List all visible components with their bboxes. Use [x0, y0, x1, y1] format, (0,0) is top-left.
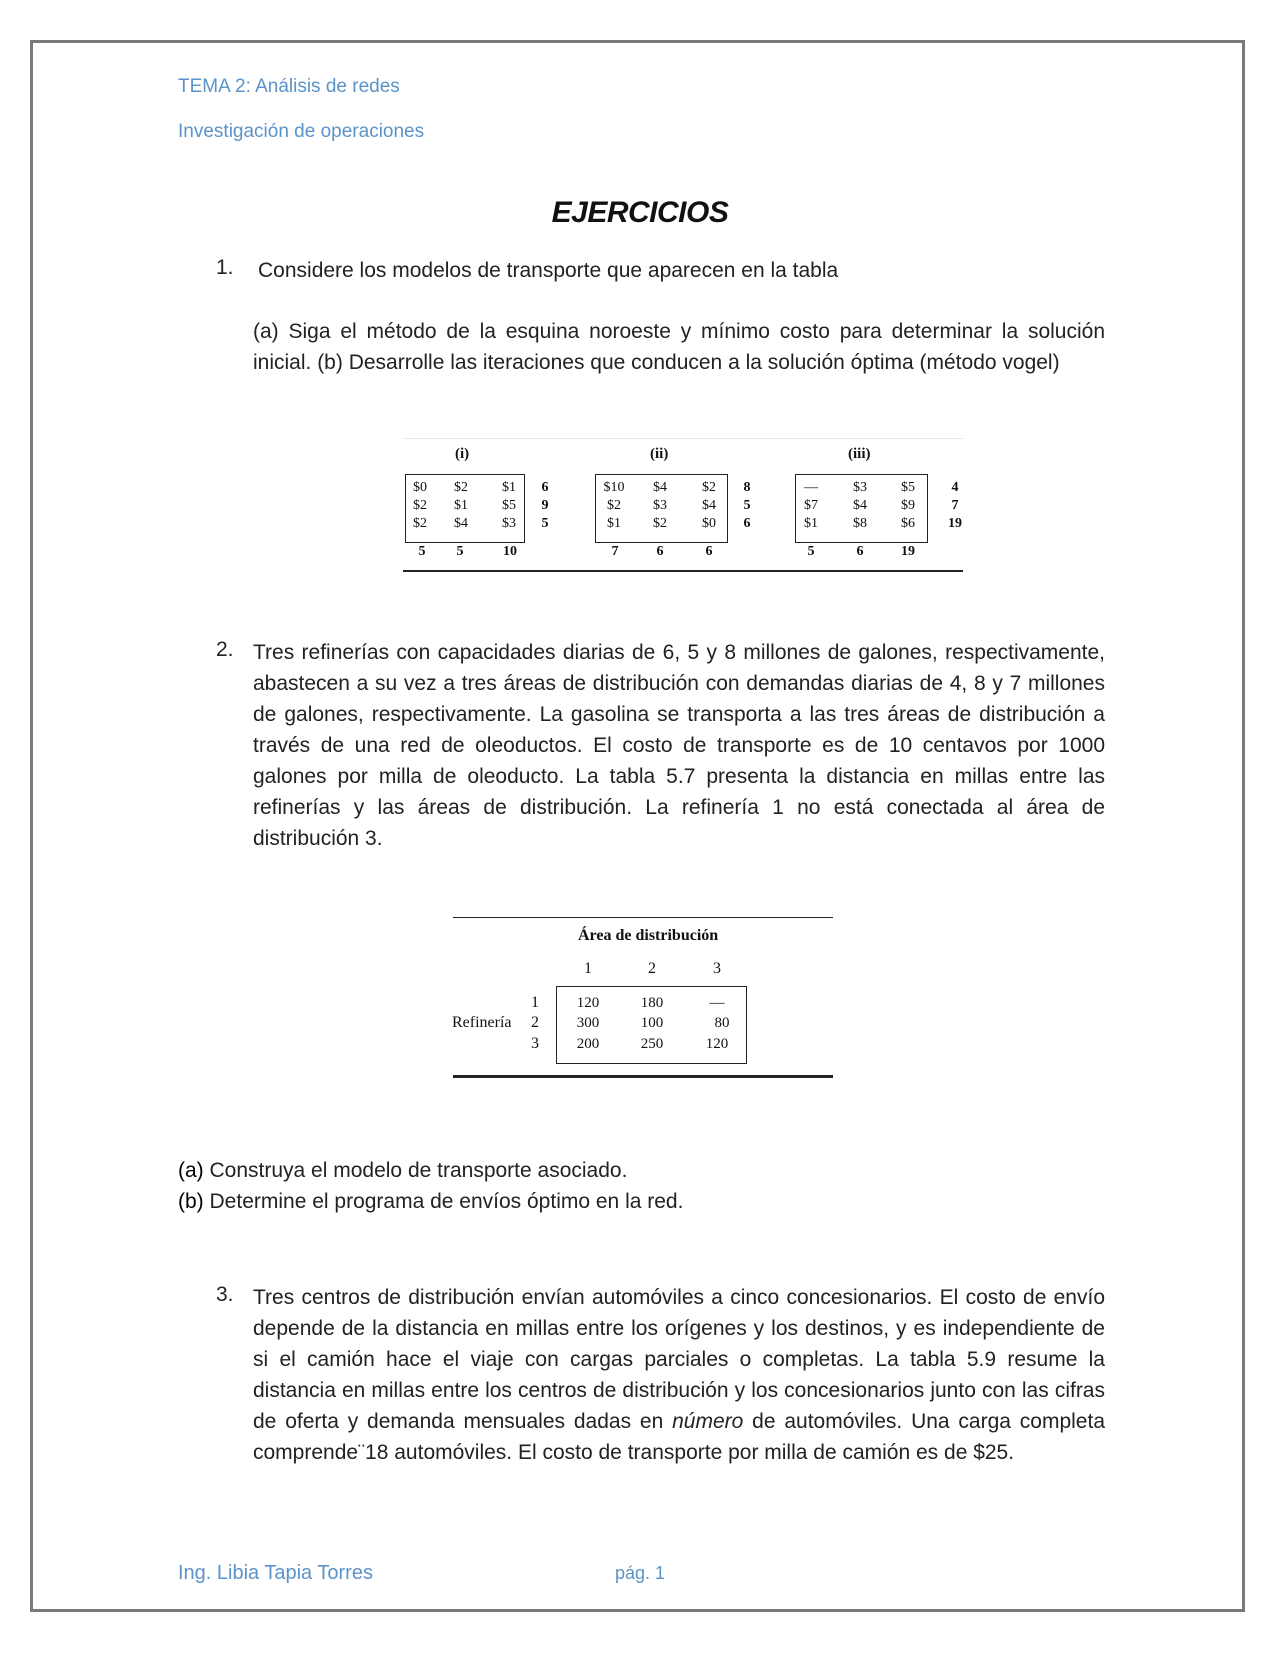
page-title: EJERCICIOS	[551, 196, 729, 229]
distance-table-cell: 200	[576, 1036, 600, 1052]
exercise-1-text: (a) Siga el método de la esquina noroeste y mínimo costo para determinar la solución inicial. (b) Desarrolle las iteraciones que conducen a la solución óptima (método vogel)	[253, 320, 1105, 374]
table-ii-cell: $1	[607, 516, 621, 531]
part-a-label: (a)	[178, 1159, 204, 1182]
table-i-demand: 5	[456, 544, 464, 559]
exercise-2-number: 2.	[216, 638, 234, 661]
distance-table-heading: Área de distribución	[578, 927, 719, 944]
table-ii-demand: 6	[656, 544, 664, 559]
exercise-3-text-start: Tres centros de distribución envían automóviles a cinco concesionarios. El costo de envío depende de la distancia en millas entre los orígenes y los destinos, y es independiente de si el camión hace el viaje con cargas parciales o completas. La tabla 5.9 resume la distancia en millas entre los centros de distribución y los concesionarios junto con las cifras de oferta y demanda mensuales dadas en	[253, 1286, 1105, 1433]
footer-page-number: pág. 1	[615, 1563, 666, 1583]
table-ii-demand: 6	[705, 544, 713, 559]
table-ii-label: (ii)	[650, 446, 669, 462]
table-i-supply: 5	[541, 516, 549, 531]
exercise-3-text-end: de automóviles. Una carga completa comprende¨18 automóviles. El costo de transporte por milla de camión es de $25.	[253, 1410, 1106, 1464]
table-iii-cell: $7	[804, 498, 818, 513]
table-i-cell: $2	[413, 516, 427, 531]
exercise-2-part-a	[178, 1159, 627, 1183]
distance-table-cell: 250	[640, 1036, 664, 1052]
exercise-3-text	[253, 1282, 1105, 1468]
distance-table-column: 1	[584, 960, 592, 977]
distance-table-row-number: 3	[531, 1035, 539, 1052]
table-i-cell: $1	[454, 498, 468, 513]
exercise-2-text: Tres refinerías con capacidades diarias de 6, 5 y 8 millones de galones, respectivamente, abastecen a su vez a tres áreas de distribución con demandas diarias de 4, 8 y 7 millones de galones, respectivamente. La gasolina se transporta a las tres áreas de distribución a través de una red de oleoductos. El costo de transporte es de 10 centavos por 1000 galones por milla de oleoducto. La tabla 5.7 presenta la distancia en millas entre las refinerías y las áreas de distribución. La refinería 1 no está conectada al área de distribución 3.	[253, 641, 1105, 850]
table-i-demand: 10	[503, 544, 517, 559]
table-iii-supply: 19	[948, 516, 962, 531]
distance-table-cell: 100	[640, 1015, 664, 1031]
table-i-cell: $4	[454, 516, 468, 531]
table-iii-cell: $4	[853, 498, 867, 513]
table-iii-label: (iii)	[848, 446, 871, 462]
table-i-supply: 9	[541, 498, 549, 513]
table-ii-supply: 6	[743, 516, 751, 531]
distance-table-cell: —	[709, 995, 725, 1011]
table-iii-demand: 6	[856, 544, 864, 559]
table-i-cell: $1	[502, 480, 516, 495]
distance-table-bottom-rule	[453, 1075, 833, 1078]
table-ii-supply: 5	[743, 498, 751, 513]
table-ii-cell: $4	[653, 480, 667, 495]
table-ii-cell: $0	[702, 516, 716, 531]
distance-table-cell: 80	[714, 1015, 730, 1031]
part-b-label: (b)	[178, 1190, 204, 1213]
table-1-bottom-rule	[403, 570, 963, 572]
distance-table-cell: 180	[640, 995, 664, 1011]
table-iii-cell: $1	[804, 516, 818, 531]
exercise-3-italic-word: número	[672, 1410, 744, 1433]
table-1-top-rule	[403, 438, 963, 439]
table-iii-cell: —	[804, 480, 818, 495]
table-ii-cell: $3	[653, 498, 667, 513]
table-ii-cell: $2	[702, 480, 716, 495]
table-ii-cell: $4	[702, 498, 716, 513]
header-course: Investigación de operaciones	[178, 121, 425, 142]
table-iii-cell: $8	[853, 516, 867, 531]
table-ii-cell: $10	[603, 480, 625, 495]
table-i-cell: $0	[413, 480, 427, 495]
table-iii-supply: 4	[951, 480, 959, 495]
table-iii-cell: $3	[853, 480, 867, 495]
table-iii-demand: 19	[901, 544, 915, 559]
distance-table-cell: 300	[576, 1015, 600, 1031]
distance-table-row-label: Refinería	[452, 1014, 512, 1031]
exercise-2-part-b	[178, 1190, 683, 1214]
table-iii-cell: $5	[901, 480, 915, 495]
table-i-supply: 6	[541, 480, 549, 495]
footer-author: Ing. Libia Tapia Torres	[178, 1562, 373, 1584]
distance-table-row-number: 1	[531, 994, 539, 1011]
table-i-cell: $2	[454, 480, 468, 495]
distance-table-top-rule	[453, 917, 833, 918]
table-ii-demand: 7	[611, 544, 619, 559]
exercise-1-number: 1.	[216, 256, 234, 279]
table-ii-cell: $2	[653, 516, 667, 531]
table-i-cell: $5	[502, 498, 516, 513]
table-ii-cell: $2	[607, 498, 621, 513]
table-ii-supply: 8	[743, 480, 751, 495]
exercise-3-number: 3.	[216, 1283, 234, 1306]
distance-table-cell: 120	[576, 995, 600, 1011]
header-topic: TEMA 2: Análisis de redes	[178, 76, 400, 97]
table-i-cell: $2	[413, 498, 427, 513]
table-iii-cell: $6	[901, 516, 915, 531]
distance-table-row-number: 2	[531, 1014, 539, 1031]
part-b-text: Determine el programa de envíos óptimo en la red.	[209, 1190, 684, 1213]
exercise-1-intro: Considere los modelos de transporte que aparecen en la tabla	[258, 259, 839, 282]
distance-table-cell: 120	[705, 1036, 729, 1052]
table-iii-demand: 5	[807, 544, 815, 559]
part-a-text: Construya el modelo de transporte asociado.	[209, 1159, 628, 1182]
table-i-label: (i)	[455, 446, 470, 462]
table-iii-cell: $9	[901, 498, 915, 513]
distance-table-column: 3	[713, 960, 721, 977]
table-i-demand: 5	[418, 544, 426, 559]
distance-table-column: 2	[648, 960, 656, 977]
table-i-cell: $3	[502, 516, 516, 531]
table-iii-supply: 7	[951, 498, 959, 513]
